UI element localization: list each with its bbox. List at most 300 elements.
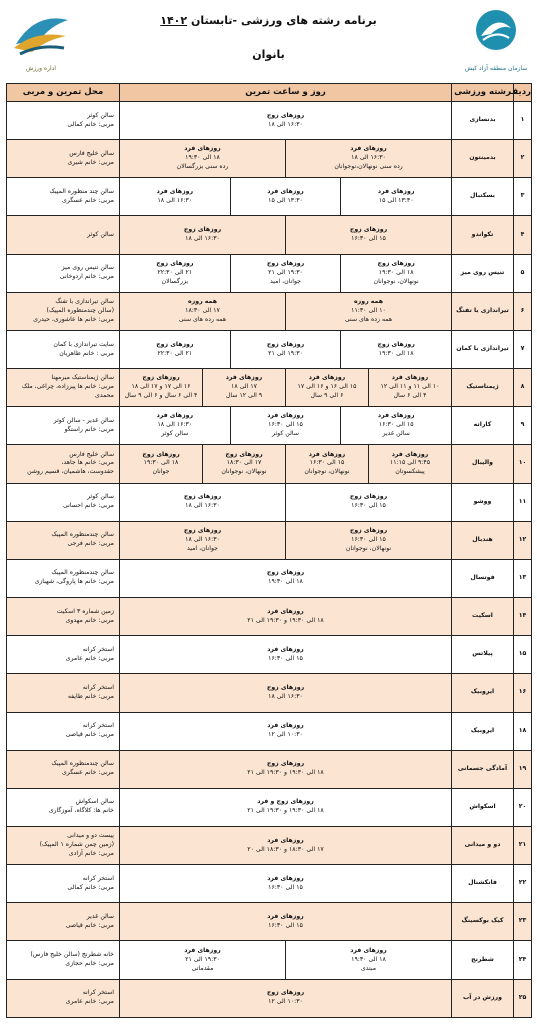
venue-name: استخر کرانه xyxy=(82,722,114,730)
slot-group: جوانان xyxy=(152,468,170,476)
time-slot xyxy=(286,216,451,253)
logo-left-text: اداره ورزش xyxy=(26,65,56,72)
slot-days: روزهای زوج xyxy=(142,450,180,458)
row-number: ۱۶ xyxy=(514,674,532,712)
training-time-cell xyxy=(120,865,452,903)
venue-coach-cell xyxy=(7,903,120,941)
slot-days: روزهای فرد xyxy=(184,145,221,153)
slot-days: روزهای زوج xyxy=(349,526,388,534)
venue-coach-cell xyxy=(7,826,120,864)
slot-hours: ۱۸ الی ۱۹:۳۰ xyxy=(378,349,414,357)
row-number: ۵ xyxy=(514,254,532,292)
slot-hours: ۱۹:۳۰ الی ۲۱ xyxy=(268,268,303,276)
slot-days: روزهای فرد xyxy=(267,912,304,920)
training-time-cell xyxy=(120,941,452,979)
row-number: ۸ xyxy=(514,369,532,407)
sport-name: بسکتبال xyxy=(452,178,514,216)
column-header-place: محل تمرین و مربی xyxy=(7,84,120,102)
sport-name: آمادگی جسمانی xyxy=(452,750,514,788)
coach-line: مربی: خانم شیری xyxy=(67,158,114,166)
training-time-cell xyxy=(120,178,452,216)
venue-name: سالن کوثر xyxy=(87,493,114,501)
time-slot xyxy=(341,407,451,444)
slot-hours: ۱۵ الی ۱۶:۳۰ xyxy=(351,502,386,510)
time-slot xyxy=(286,369,369,406)
sport-name: دو و میدانی xyxy=(452,826,514,864)
table-row xyxy=(7,254,532,292)
slot-hours: ۱۶:۳۰ الی ۱۸ xyxy=(185,235,220,243)
slot-group: مقدماتی xyxy=(191,964,214,972)
time-slots xyxy=(120,636,451,673)
slot-hours: ۱۵ الی ۱۶:۳۰ xyxy=(351,235,386,243)
sport-name: کیک بوکسینگ xyxy=(452,903,514,941)
time-slot xyxy=(120,178,231,215)
row-number: ۲۳ xyxy=(514,903,532,941)
column-header-sport: رشته ورزشی xyxy=(452,84,514,102)
time-slot xyxy=(286,522,451,559)
time-slots xyxy=(120,789,451,826)
sports-department-logo xyxy=(6,6,76,72)
row-number: ۴ xyxy=(514,216,532,254)
time-slot xyxy=(120,484,286,521)
training-time-cell xyxy=(120,254,452,292)
training-time-cell xyxy=(120,483,452,521)
slot-hours: ۹:۴۵ الی ۱۱:۱۵ xyxy=(389,459,431,467)
slot-days: روزهای زوج xyxy=(266,760,305,768)
slot-hours: ۲۱ الی ۲۲:۳۰ xyxy=(157,268,193,276)
slot-hours: ۱۸ الی ۱۹:۳۰ xyxy=(268,578,303,586)
time-slots xyxy=(120,751,451,788)
coach-line: خانم ها: کلاگاه، آموزگاری xyxy=(48,807,114,815)
slot-group: نونهالان، نوجوانان xyxy=(221,468,267,476)
slot-hours: ۱۶:۳۰ الی ۱۸ xyxy=(185,535,220,543)
time-slot xyxy=(341,255,451,292)
training-time-cell xyxy=(120,674,452,712)
slot-group: پیشکسوتان xyxy=(395,468,425,476)
time-slots xyxy=(120,102,451,139)
sport-name: ورزش در آب xyxy=(452,979,514,1017)
table-row xyxy=(7,445,532,483)
kish-free-zone-logo xyxy=(461,6,531,72)
slot-hours: ۱۸ الی ۱۹:۳۰ xyxy=(351,955,386,963)
table-row xyxy=(7,521,532,559)
row-number: ۲ xyxy=(514,140,532,178)
slot-group: ۴ الی ۶ سال xyxy=(393,392,427,400)
sport-name: تیراندازی با تفنگ xyxy=(452,292,514,330)
coach-line: مربی: خانم کمالی xyxy=(67,883,114,891)
time-slot xyxy=(341,178,451,215)
time-slots xyxy=(120,484,451,521)
time-slots xyxy=(120,903,451,940)
slot-days: روزهای فرد xyxy=(377,187,415,195)
time-slot xyxy=(286,293,451,330)
table-row xyxy=(7,369,532,407)
sport-name: ووشو xyxy=(452,483,514,521)
table-row xyxy=(7,941,532,979)
row-number: ۲۴ xyxy=(514,941,532,979)
training-time-cell xyxy=(120,445,452,483)
time-slots xyxy=(120,331,451,368)
time-slot xyxy=(120,445,203,482)
venue-name: سالن غدیر xyxy=(86,912,114,920)
slot-group: جوانان، امید xyxy=(269,277,301,285)
time-slot xyxy=(120,903,451,940)
coach-line: مربی: خانم مهدوی xyxy=(65,616,114,624)
coach-line: مربی: خانم حجازی xyxy=(65,960,114,968)
venue-name: سالن غدیر - سالن کوثر xyxy=(53,416,114,424)
slot-hours: ۱۷ الی ۱۸:۳۰ xyxy=(185,306,220,314)
time-slot xyxy=(120,560,451,597)
slot-days: روزهای زوج xyxy=(266,340,305,348)
slot-hours: ۱۸ الی ۱۹:۳۰ و ۱۹:۳۰ الی ۲۱ xyxy=(247,769,324,777)
slot-hours: ۱۸ الی ۱۹:۳۰ xyxy=(143,459,179,467)
coach-line: مربی: خانم احسانی xyxy=(62,502,114,510)
training-time-cell xyxy=(120,292,452,330)
venue-coach-cell xyxy=(7,865,120,903)
slot-days: روزهای فرد xyxy=(267,607,304,615)
slot-days: روزهای زوج xyxy=(349,493,388,501)
time-slots xyxy=(120,407,451,444)
training-time-cell xyxy=(120,826,452,864)
venue-name: سالن کوثر xyxy=(87,230,114,238)
slot-days: روزهای زوج xyxy=(156,259,194,267)
time-slot xyxy=(120,636,451,673)
table-row xyxy=(7,140,532,178)
time-slot xyxy=(286,445,369,482)
venue-name: سالن تیراندازی با تفنگ xyxy=(55,297,114,305)
venue-coach-cell xyxy=(7,369,120,407)
coach-line: مربی: خانم فرجی xyxy=(67,540,114,548)
table-row xyxy=(7,559,532,597)
column-header-time: روز و ساعت تمرین xyxy=(120,84,452,102)
time-slot xyxy=(231,407,342,444)
row-number: ۱۴ xyxy=(514,598,532,636)
slot-group: سالن غدیر xyxy=(382,430,410,438)
slot-days: روزهای فرد xyxy=(308,450,346,458)
time-slots xyxy=(120,522,451,559)
slot-days: روزهای فرد xyxy=(391,374,429,382)
slot-days: روزهای فرد xyxy=(156,187,194,195)
training-time-cell xyxy=(120,636,452,674)
slot-days: روزهای فرد xyxy=(267,187,304,195)
time-slot xyxy=(203,445,286,482)
venue-name: پیست دو و میدانی xyxy=(67,832,114,840)
table-row xyxy=(7,178,532,216)
time-slots xyxy=(120,941,451,978)
coach-line: مربی: خانم ها عاشوری، حیدری xyxy=(33,315,114,323)
slot-hours: ۱۵ الی ۱۶:۳۰ xyxy=(268,654,303,662)
slot-days: روزهای زوج xyxy=(156,340,194,348)
slot-group: ۹ الی ۱۲ سال xyxy=(225,392,263,400)
slot-group: جوانان، امید xyxy=(187,544,219,552)
page-subtitle: بانوان xyxy=(252,48,285,61)
sport-name: تنیس روی میز xyxy=(452,254,514,292)
venue-coach-cell xyxy=(7,140,120,178)
slot-hours: ۱۷ الی ۱۸:۳۰ xyxy=(226,459,262,467)
slot-group: نونهالان، نوجوانان xyxy=(345,544,392,552)
time-slot xyxy=(120,331,231,368)
time-slot xyxy=(369,369,451,406)
table-row xyxy=(7,674,532,712)
venue-name: سایت تیراندازی با کمان xyxy=(53,340,114,348)
time-slot xyxy=(120,255,231,292)
venue-coach-cell xyxy=(7,941,120,979)
slot-group: بزرگسالان xyxy=(161,277,189,285)
coach-line: مربی: خانم عامری xyxy=(65,654,114,662)
slot-days: روزهای زوج xyxy=(142,374,180,382)
table-row xyxy=(7,407,532,445)
training-time-cell xyxy=(120,559,452,597)
slot-hours: ۱۰ الی ۱۱ و ۱۱ الی ۱۲ xyxy=(380,383,440,391)
venue-coach-cell xyxy=(7,330,120,368)
slot-hours: ۱۸ الی ۱۹:۳۰ و ۱۹:۳۰ الی ۲۱ xyxy=(247,616,324,624)
coach-line: مربی: خانم آزادی xyxy=(68,850,114,858)
venue-name: سالن ژیمناستیک میرمهنا xyxy=(51,374,114,382)
row-number: ۱۱ xyxy=(514,483,532,521)
venue-coach-cell xyxy=(7,979,120,1017)
slot-hours: ۱۰:۳۰ الی ۱۲ xyxy=(268,731,303,739)
venue-coach-cell xyxy=(7,102,120,140)
sport-name: اسکواش xyxy=(452,788,514,826)
table-row xyxy=(7,292,532,330)
slot-days: روزهای فرد xyxy=(267,412,304,420)
sport-name: کاراته xyxy=(452,407,514,445)
training-time-cell xyxy=(120,521,452,559)
slot-days: روزهای زوج xyxy=(266,259,305,267)
slot-hours: ۱۵ الی ۱۶:۳۰ xyxy=(268,421,303,429)
time-slot xyxy=(369,445,451,482)
venue-coach-cell xyxy=(7,292,120,330)
slot-days: روزهای زوج xyxy=(183,493,222,501)
slot-group: همه رده های سنی xyxy=(178,315,227,323)
training-time-cell xyxy=(120,750,452,788)
slot-hours: ۱۶ الی ۱۷ و ۱۷ الی ۱۸ xyxy=(131,383,191,391)
slot-days: همه روزه xyxy=(354,297,383,305)
slot-days: روزهای فرد xyxy=(156,412,194,420)
coach-line: مربی: خانم عامری xyxy=(65,998,114,1006)
slot-days: روزهای زوج xyxy=(225,450,263,458)
time-slot xyxy=(120,598,451,635)
coach-line: مربی: خانم عسگری xyxy=(61,196,114,204)
time-slots xyxy=(120,827,451,864)
time-slot xyxy=(203,369,286,406)
slot-days: روزهای زوج xyxy=(377,340,415,348)
time-slots xyxy=(120,293,451,330)
slot-hours: ۱۵ الی ۱۶ و ۱۶ الی ۱۷ xyxy=(297,383,357,391)
venue-coach-cell xyxy=(7,445,120,483)
venue-name: خانه شطرنج (سالن خلیج فارس) xyxy=(30,951,114,959)
venue-name: استخر کرانه xyxy=(82,874,114,882)
slot-days: روزهای زوج xyxy=(349,226,388,234)
table-body xyxy=(7,102,532,1018)
coach-line: مربی: خانم راستگو xyxy=(64,425,114,433)
slot-hours: ۱۶:۳۰ الی ۱۸ xyxy=(351,154,386,162)
slot-hours: ۱۵ الی ۱۶:۳۰ xyxy=(268,921,303,929)
training-time-cell xyxy=(120,788,452,826)
time-slot xyxy=(120,102,451,139)
venue-coach-cell xyxy=(7,483,120,521)
slot-hours: ۱۳:۳۰ الی ۱۵ xyxy=(268,196,303,204)
time-slots xyxy=(120,369,451,406)
time-slot xyxy=(231,178,342,215)
venue-name: استخر کرانه xyxy=(82,683,114,691)
row-number: ۱ xyxy=(514,102,532,140)
training-time-cell xyxy=(120,330,452,368)
slot-hours: ۱۶:۳۰ الی ۱۸ xyxy=(157,196,193,204)
row-number: ۱۵ xyxy=(514,636,532,674)
sport-name: شطرنج xyxy=(452,941,514,979)
time-slots xyxy=(120,560,451,597)
slot-days: روزهای فرد xyxy=(267,722,304,730)
sport-name: بدمینتون xyxy=(452,140,514,178)
venue-name: سالن خلیج فارس xyxy=(69,450,114,458)
coach-line: مربی: خانم قیاصی xyxy=(65,921,114,929)
slot-days: روزهای فرد xyxy=(377,412,415,420)
venue-coach-cell xyxy=(7,712,120,750)
slot-group: سالن کوثر xyxy=(161,430,189,438)
row-number: ۱۳ xyxy=(514,559,532,597)
time-slot xyxy=(120,674,451,711)
table-row xyxy=(7,826,532,864)
slot-hours: ۱۶:۳۰ الی ۱۸ xyxy=(268,120,303,128)
sport-name: ایروبیک xyxy=(452,674,514,712)
table-row xyxy=(7,750,532,788)
row-number: ۳ xyxy=(514,178,532,216)
time-slot xyxy=(120,827,451,864)
slot-days: روزهای فرد xyxy=(267,874,304,882)
venue-name: سالن تنیس روی میز xyxy=(61,264,114,272)
slot-hours: ۱۶:۳۰ الی ۱۸ xyxy=(185,502,220,510)
slot-hours: ۱۶:۳۰ الی ۱۸ xyxy=(268,692,303,700)
slot-days: روزهای زوج xyxy=(266,569,305,577)
row-number: ۲۱ xyxy=(514,826,532,864)
venue-name: سالن چندمنظوره المپیک xyxy=(51,531,114,539)
slot-group: ۴ الی ۶ سال و ۶ الی ۹ سال xyxy=(124,392,198,400)
table-row xyxy=(7,598,532,636)
title-year: ۱۴۰۲ xyxy=(160,14,188,27)
row-number: ۹ xyxy=(514,407,532,445)
slot-days: روزهای فرد xyxy=(350,946,387,954)
venue-name: استخر کرانه xyxy=(82,645,114,653)
training-time-cell xyxy=(120,216,452,254)
time-slot xyxy=(120,865,451,902)
slot-group: مبتدی xyxy=(360,964,377,972)
time-slot xyxy=(341,331,451,368)
slot-days: روزهای زوج xyxy=(183,526,222,534)
time-slots xyxy=(120,865,451,902)
venue-coach-cell xyxy=(7,788,120,826)
row-number: ۱۲ xyxy=(514,521,532,559)
slot-days: روزهای فرد xyxy=(391,450,429,458)
sport-name: اسکیت xyxy=(452,598,514,636)
training-time-cell xyxy=(120,712,452,750)
venue-coach-cell xyxy=(7,216,120,254)
sport-name: فوتسال xyxy=(452,559,514,597)
table-row xyxy=(7,330,532,368)
venue-name: استخر کرانه xyxy=(82,989,114,997)
column-header-num: ردیف xyxy=(514,84,532,102)
slot-group: رده سنی بزرگسالان xyxy=(176,163,229,171)
slot-hours: ۱۳:۳۰ الی ۱۵ xyxy=(378,196,414,204)
slot-group: رده سنی نونهالان،نوجوانان xyxy=(334,163,403,171)
time-slot xyxy=(120,713,451,750)
venue-coach-cell xyxy=(7,254,120,292)
slot-group: ۶ الی ۹ سال xyxy=(310,392,344,400)
time-slots xyxy=(120,980,451,1017)
training-time-cell xyxy=(120,369,452,407)
table-header-row xyxy=(7,84,532,102)
slot-days: روزهای فرد xyxy=(184,946,221,954)
venue-coach-cell xyxy=(7,178,120,216)
time-slot xyxy=(120,216,286,253)
page-title: برنامه رشته های ورزشی -تابستان ۱۴۰۲ xyxy=(160,14,377,27)
slot-group: نونهالان، نوجوانان xyxy=(373,277,419,285)
coach-line: مربی: خانم طایفه xyxy=(67,692,114,700)
row-number: ۱۰ xyxy=(514,445,532,483)
time-slots xyxy=(120,255,451,292)
slot-days: روزهای زوج و فرد xyxy=(257,798,314,806)
training-time-cell xyxy=(120,903,452,941)
slot-group: نونهالان، نوجوانان xyxy=(304,468,350,476)
time-slots xyxy=(120,713,451,750)
coach-line: (سالن چندمنظوره المپیک) xyxy=(46,306,114,314)
time-slot xyxy=(120,980,451,1017)
slot-days: روزهای زوج xyxy=(266,111,305,119)
sport-name: تیراندازی با کمان xyxy=(452,330,514,368)
table-row xyxy=(7,102,532,140)
row-number: ۱۸ xyxy=(514,712,532,750)
row-number: ۷ xyxy=(514,330,532,368)
table-row xyxy=(7,712,532,750)
coach-line: (زمین چمن شماره ۱ المپیک) xyxy=(39,841,114,849)
coach-line: مربی: خانم ها پاروگی، شهبازی xyxy=(34,578,114,586)
row-number: ۲۲ xyxy=(514,865,532,903)
time-slots xyxy=(120,178,451,215)
venue-name: سالن چندمنظوره المپیک xyxy=(51,569,114,577)
page-header xyxy=(0,0,537,82)
time-slot xyxy=(120,789,451,826)
slot-hours: ۱۶:۳۰ الی ۱۸ xyxy=(157,421,193,429)
coach-line: مربی: خانم ها پیرزاده، چراغی، ملک xyxy=(21,383,114,391)
time-slot xyxy=(120,407,231,444)
slot-hours: ۱۰:۳۰ الی ۱۲ xyxy=(268,998,303,1006)
slot-group: سالن کوثر xyxy=(272,430,299,438)
training-time-cell xyxy=(120,102,452,140)
coach-line: مربی : خانم طاهریان xyxy=(59,349,114,357)
time-slot xyxy=(286,941,451,978)
table-row xyxy=(7,865,532,903)
logo-right-text: سازمان منطقه آزاد کیش xyxy=(464,65,528,72)
venue-coach-cell xyxy=(7,559,120,597)
sport-name: ایروبیک xyxy=(452,712,514,750)
row-number: ۶ xyxy=(514,292,532,330)
training-time-cell xyxy=(120,407,452,445)
time-slot xyxy=(120,941,286,978)
slot-hours: ۱۸ الی ۱۹:۳۰ و ۱۹:۳۰ الی ۲۱ xyxy=(247,807,324,815)
coach-line: مربی: خانم عسگری xyxy=(61,769,114,777)
slot-days: روزهای فرد xyxy=(225,374,263,382)
sport-name: فانکشنال xyxy=(452,865,514,903)
slot-days: روزهای فرد xyxy=(267,645,304,653)
coach-line: محمدی xyxy=(95,392,114,400)
slot-hours: ۱۰ الی ۱۱:۳۰ xyxy=(351,306,386,314)
coach-line: مربی: خانم اردوخانی xyxy=(59,273,114,281)
venue-coach-cell xyxy=(7,750,120,788)
sport-name: ژیمناستیک xyxy=(452,369,514,407)
coach-line: حقدوست، هاشمیان، قسیم روشن xyxy=(27,468,114,476)
sport-name: پیلاتس xyxy=(452,636,514,674)
table-row xyxy=(7,788,532,826)
